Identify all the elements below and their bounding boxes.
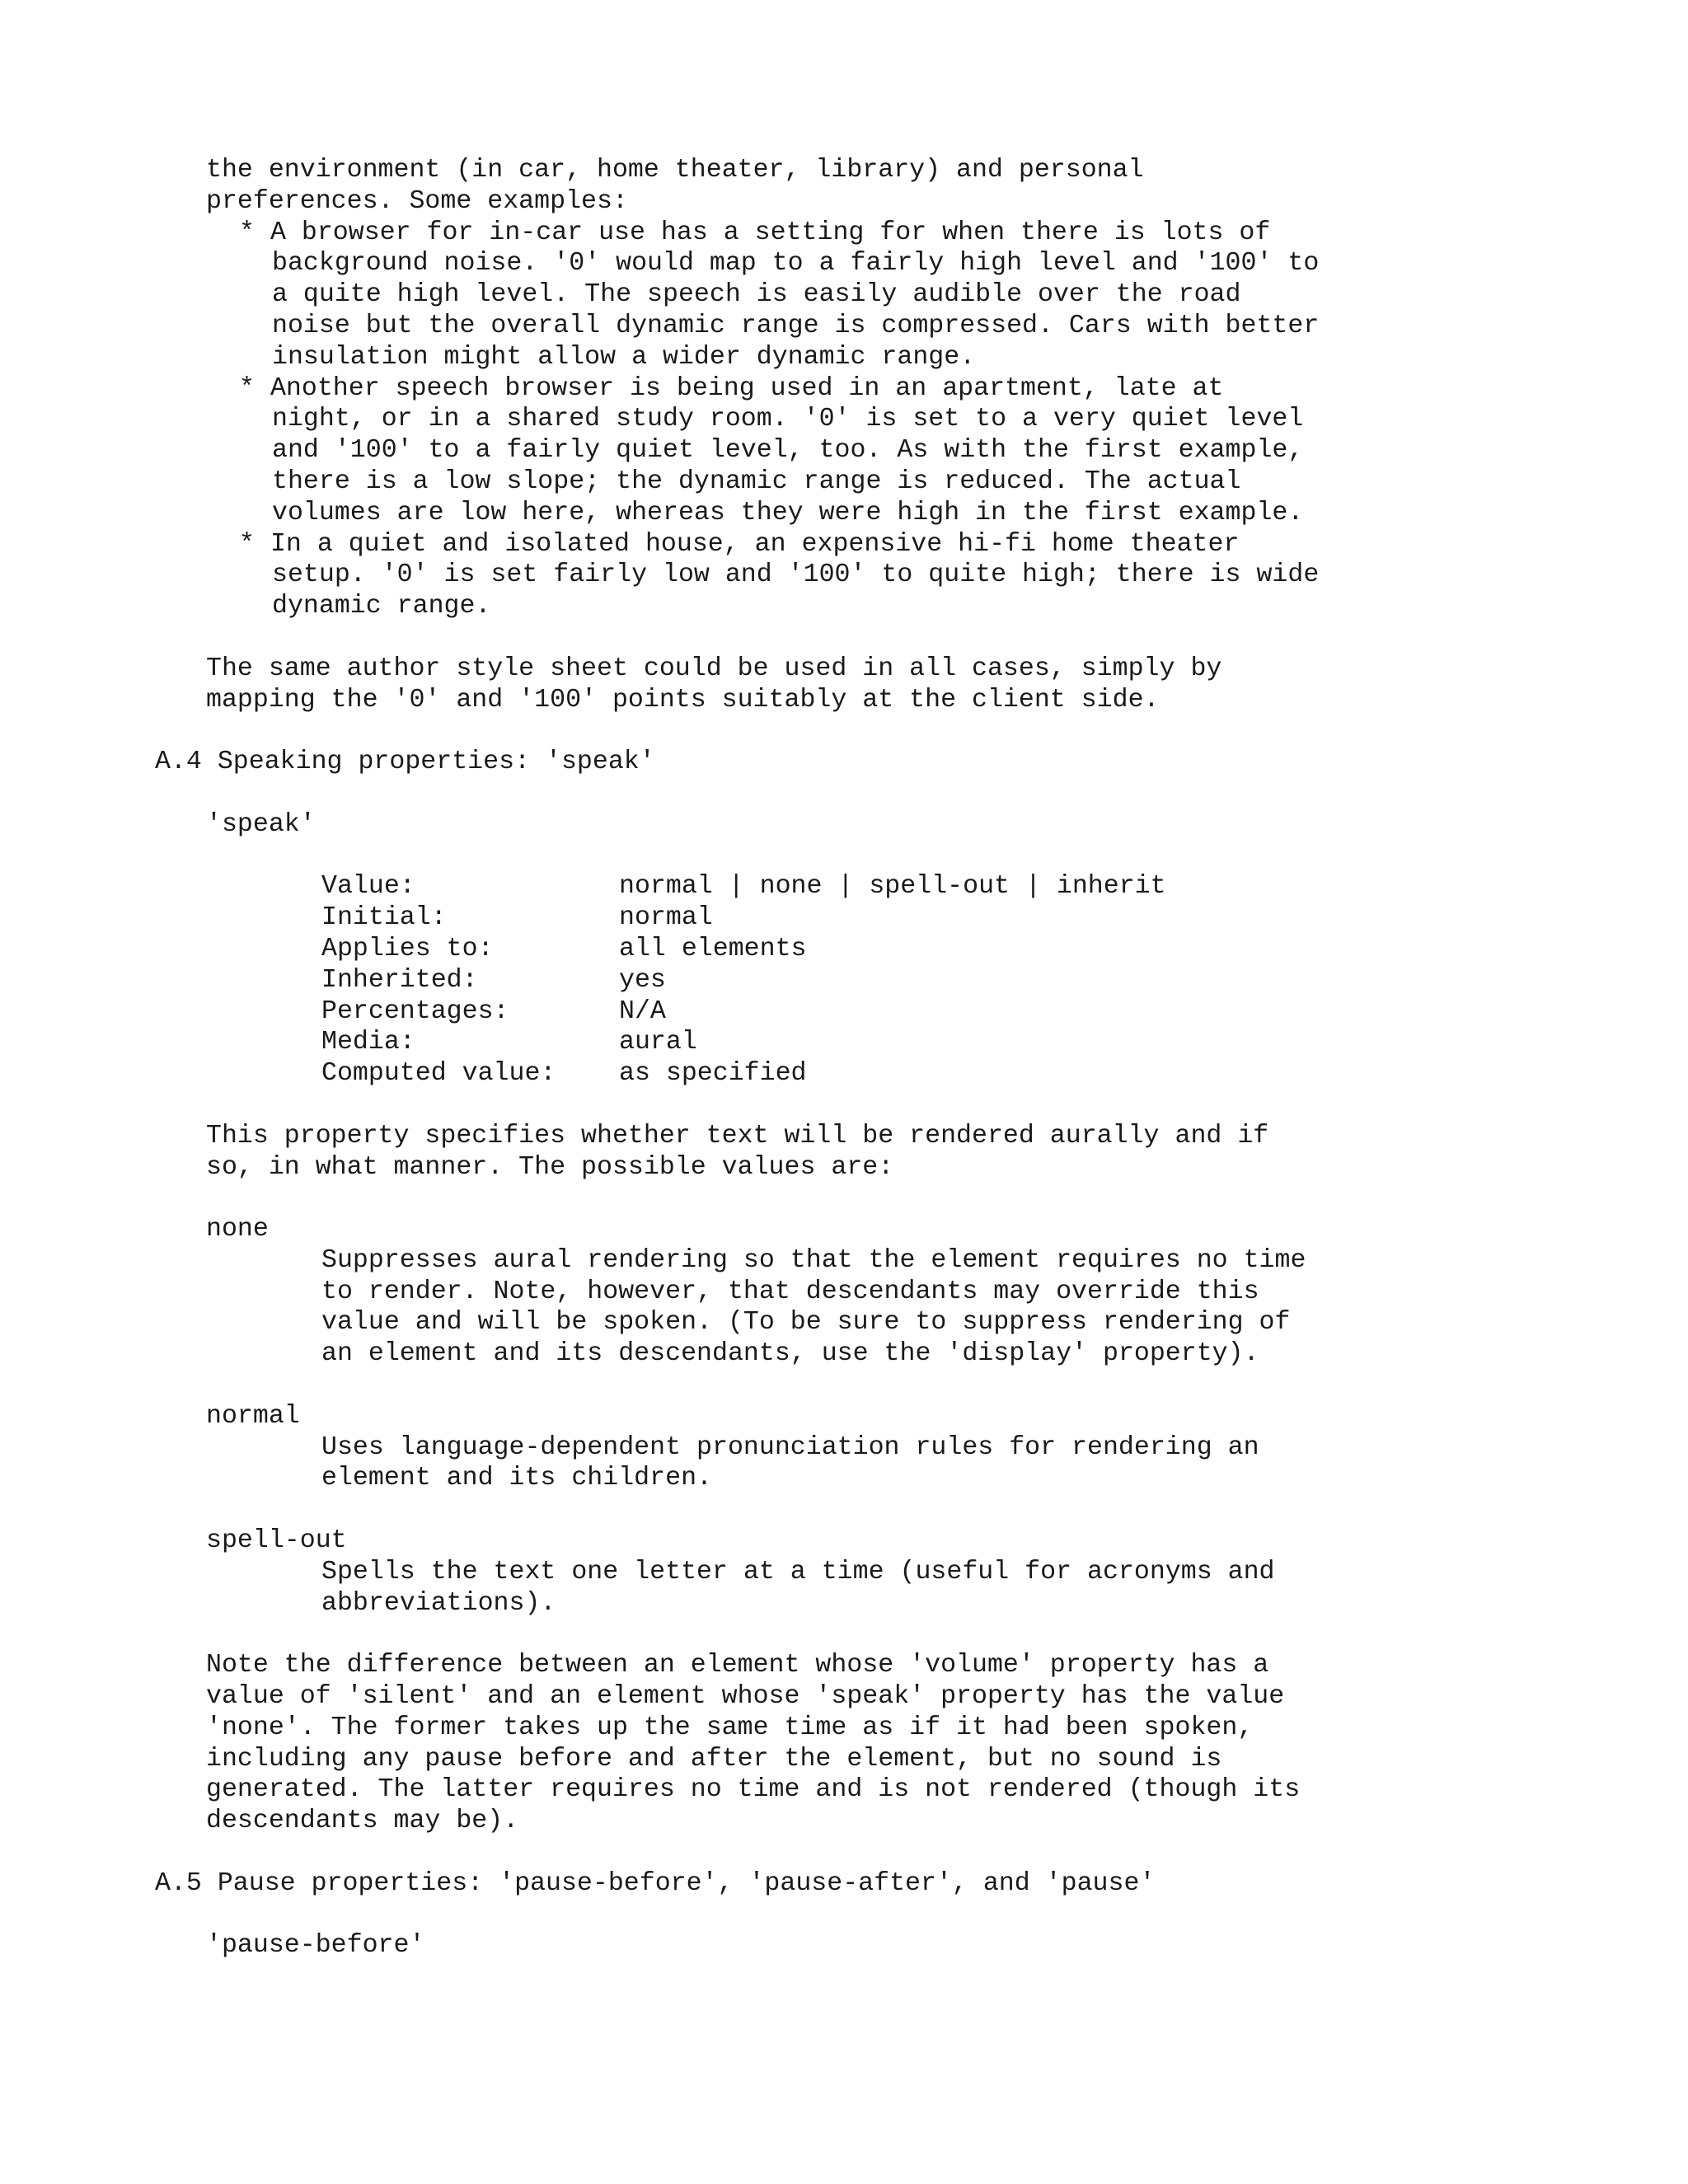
property-key: Applies to: bbox=[321, 934, 494, 963]
text-line: and '100' to a fairly quiet level, too. As with the first example, bbox=[272, 436, 1304, 466]
table-row bbox=[0, 934, 1688, 965]
text-line: Spells the text one letter at a time (useful for acronyms and bbox=[321, 1557, 1275, 1586]
property-key: Media: bbox=[321, 1028, 415, 1057]
property-key: Inherited: bbox=[321, 965, 478, 995]
text-line: the environment (in car, home theater, library) and personal bbox=[206, 156, 1144, 185]
spacer bbox=[0, 715, 1688, 747]
note-paragraph bbox=[0, 1650, 1688, 1837]
value-definition-normal bbox=[0, 1401, 1688, 1494]
property-name-speak: 'speak' bbox=[206, 809, 316, 839]
text-line: insulation might allow a wider dynamic range. bbox=[272, 342, 976, 372]
list-item bbox=[0, 373, 1688, 529]
text-line: an element and its descendants, use the 'display' property). bbox=[321, 1339, 1259, 1369]
text-line: A browser for in-car use has a setting for when there is lots of bbox=[270, 218, 1271, 247]
table-row bbox=[0, 965, 1688, 996]
value-term: normal bbox=[206, 1401, 300, 1431]
value-definition-spell-out bbox=[0, 1526, 1688, 1619]
text-line: descendants may be). bbox=[206, 1807, 519, 1836]
text-line: Suppresses aural rendering so that the element requires no time bbox=[321, 1245, 1306, 1275]
property-definition-table bbox=[0, 871, 1688, 1090]
spacer bbox=[0, 1370, 1688, 1401]
table-row bbox=[0, 996, 1688, 1028]
text-line: setup. '0' is set fairly low and '100' to quite high; there is wide bbox=[272, 560, 1320, 590]
property-value: yes bbox=[619, 965, 666, 995]
section-heading-a5: A.5 Pause properties: 'pause-before', 'pause-after', and 'pause' bbox=[155, 1868, 1156, 1898]
text-line: mapping the '0' and '100' points suitably at the client side. bbox=[206, 685, 1160, 715]
closing-paragraph bbox=[0, 654, 1688, 716]
text-line: including any pause before and after the element, but no sound is bbox=[206, 1744, 1222, 1774]
text-line: so, in what manner. The possible values are: bbox=[206, 1152, 894, 1182]
table-row bbox=[0, 1027, 1688, 1058]
property-value: N/A bbox=[619, 996, 666, 1026]
text-line: value of 'silent' and an element whose 'speak' property has the value bbox=[206, 1682, 1285, 1712]
table-row bbox=[0, 1058, 1688, 1090]
text-line: This property specifies whether text will be rendered aurally and if bbox=[206, 1121, 1269, 1151]
text-line: In a quiet and isolated house, an expensive hi-fi home theater bbox=[270, 529, 1240, 559]
intro-paragraph bbox=[0, 155, 1688, 218]
text-line: to render. Note, however, that descendants may override this bbox=[321, 1277, 1259, 1306]
bullet: * bbox=[239, 373, 255, 403]
text-line: value and will be spoken. (To be sure to suppress rendering of bbox=[321, 1308, 1291, 1338]
property-key: Initial: bbox=[321, 903, 447, 933]
spacer bbox=[0, 622, 1688, 654]
property-value: normal | none | spell-out | inherit bbox=[619, 872, 1166, 902]
text-line: preferences. Some examples: bbox=[206, 186, 628, 216]
property-key: Percentages: bbox=[321, 996, 509, 1026]
property-name-pause-before: 'pause-before' bbox=[206, 1931, 425, 1961]
text-line: Another speech browser is being used in an apartment, late at bbox=[270, 373, 1224, 403]
text-line: volumes are low here, whereas they were high in the first example. bbox=[272, 498, 1304, 527]
document-page bbox=[0, 155, 1688, 1961]
text-line: dynamic range. bbox=[272, 592, 491, 621]
spacer bbox=[0, 1183, 1688, 1214]
text-line: Uses language-dependent pronunciation rules for rendering an bbox=[321, 1432, 1259, 1462]
spacer bbox=[0, 1090, 1688, 1121]
text-line: generated. The latter requires no time and is not rendered (though its bbox=[206, 1775, 1301, 1805]
property-value: as specified bbox=[619, 1059, 807, 1089]
property-key: Value: bbox=[321, 872, 415, 902]
text-line: night, or in a shared study room. '0' is set to a very quiet level bbox=[272, 405, 1304, 434]
text-line: abbreviations). bbox=[321, 1588, 556, 1618]
property-value: all elements bbox=[619, 934, 807, 963]
value-term: spell-out bbox=[206, 1526, 347, 1556]
spacer bbox=[0, 1900, 1688, 1931]
text-line: background noise. '0' would map to a fairly high level and '100' to bbox=[272, 249, 1320, 279]
spacer bbox=[0, 1837, 1688, 1868]
bullet: * bbox=[239, 218, 255, 247]
text-line: 'none'. The former takes up the same time as if it had been spoken, bbox=[206, 1713, 1254, 1742]
text-line: there is a low slope; the dynamic range is reduced. The actual bbox=[272, 466, 1241, 496]
value-term: none bbox=[206, 1215, 269, 1244]
spacer bbox=[0, 1619, 1688, 1650]
value-definition-none bbox=[0, 1214, 1688, 1370]
speak-description bbox=[0, 1121, 1688, 1183]
table-row bbox=[0, 902, 1688, 934]
property-value: normal bbox=[619, 903, 713, 933]
bullet: * bbox=[239, 529, 255, 559]
property-value: aural bbox=[619, 1028, 697, 1057]
list-item bbox=[0, 529, 1688, 622]
text-line: The same author style sheet could be used in all cases, simply by bbox=[206, 654, 1222, 683]
list-item bbox=[0, 218, 1688, 373]
text-line: element and its children. bbox=[321, 1464, 712, 1493]
spacer bbox=[0, 841, 1688, 872]
text-line: a quite high level. The speech is easily audible over the road bbox=[272, 280, 1241, 310]
example-list bbox=[0, 218, 1688, 622]
table-row bbox=[0, 871, 1688, 902]
spacer bbox=[0, 1494, 1688, 1526]
section-heading-a4: A.4 Speaking properties: 'speak' bbox=[155, 748, 655, 777]
text-line: Note the difference between an element whose 'volume' property has a bbox=[206, 1651, 1269, 1680]
spacer bbox=[0, 778, 1688, 809]
property-key: Computed value: bbox=[321, 1059, 556, 1089]
text-line: noise but the overall dynamic range is compressed. Cars with better bbox=[272, 311, 1320, 340]
